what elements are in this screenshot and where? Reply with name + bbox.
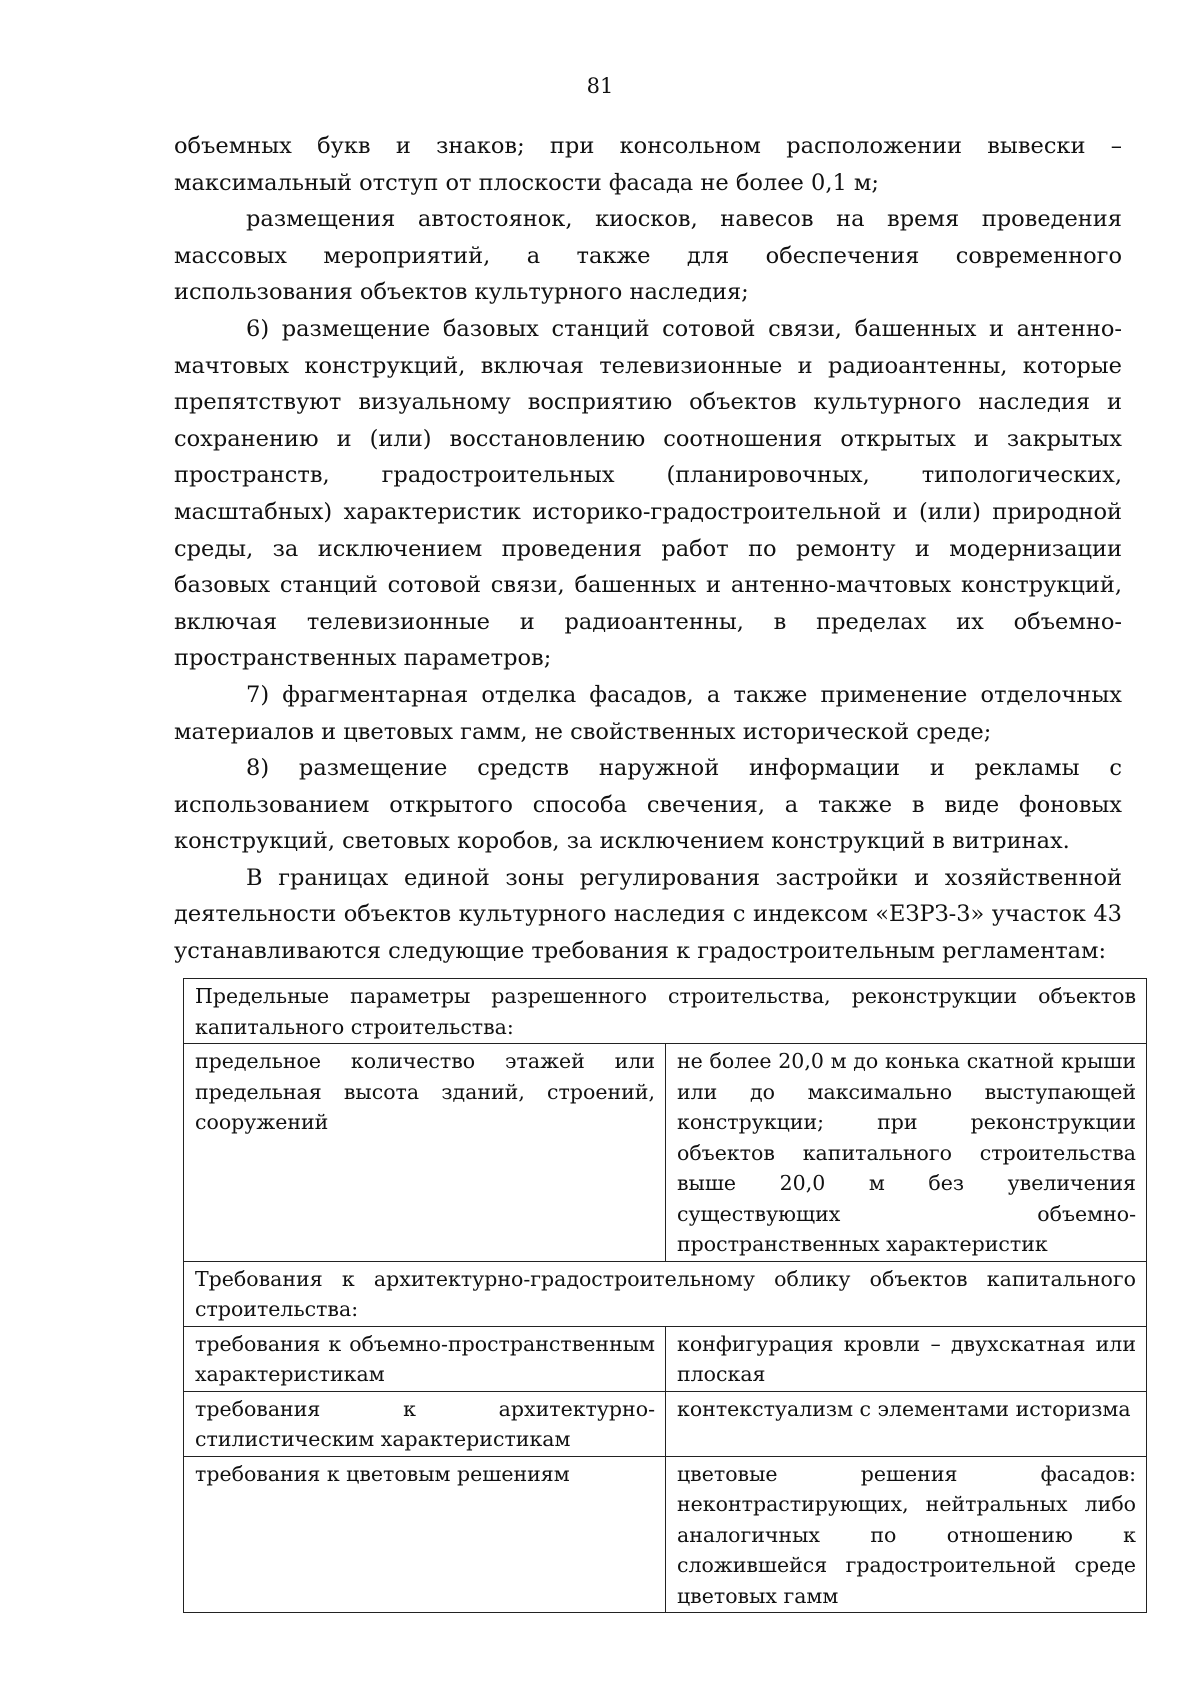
page-number: 81 (586, 74, 614, 98)
row-label-colors: требования к цветовым решениям (184, 1456, 666, 1613)
paragraph-item-7: 7) фрагментарная отделка фасадов, а также применение отделочных материалов и цветовых гамм, не свойственных исторической среде; (174, 681, 1122, 745)
regulations-table (183, 978, 1147, 1613)
row-value-colors: цветовые решения фасадов: неконтрастирующих, нейтральных либо аналогичных по отношению к сложившейся градостроительной среде цветовых гамм (666, 1456, 1147, 1613)
row-value-style: контекстуализм с элементами историзма (666, 1391, 1147, 1456)
table-section-header-row (184, 1261, 1147, 1326)
paragraph-zone-intro: В границах единой зоны регулирования застройки и хозяйственной деятельности объектов культурного наследия с индексом «ЕЗРЗ-3» участок 43 устанавливаются следующие требования к градостроительным регламентам: (174, 864, 1122, 965)
table-row (184, 1326, 1147, 1391)
row-label-volume: требования к объемно-пространственным характеристикам (184, 1326, 666, 1391)
paragraph-item-8: 8) размещение средств наружной информации и рекламы с использованием открытого способа свечения, а также в виде фоновых конструкций, световых коробов, за исключением конструкций в витринах. (174, 755, 1122, 855)
table-row (184, 1391, 1147, 1456)
section-header-limits: Предельные параметры разрешенного строительства, реконструкции объектов капитального строительства: (184, 979, 1147, 1044)
paragraph-continuation: объемных букв и знаков; при консольном расположении вывески – максимальный отступ от плоскости фасада не более 0,1 м; (174, 133, 1122, 196)
row-value-height: не более 20,0 м до конька скатной крыши или до максимально выступающей конструкции; при реконструкции объектов капитального строительства выше 20,0 м без увеличения существующих объемно-пространственных характеристик (666, 1044, 1147, 1262)
row-label-style: требования к архитектурно-стилистическим характеристикам (184, 1391, 666, 1456)
table-section-header-row (184, 979, 1147, 1044)
row-label-height: предельное количество этажей или предельная высота зданий, строений, сооружений (184, 1044, 666, 1262)
table-row (184, 1456, 1147, 1613)
paragraph-item-6: 6) размещение базовых станций сотовой связи, башенных и антенно-мачтовых конструкций, включая телевизионные и радиоантенны, которые препятствуют визуальному восприятию объектов культурного наследия и сохранению и (или) восстановлению соотношения открытых и закрытых пространств, градостроительных (планировочных, типологических, масштабных) характеристик историко-градостроительной и (или) природной среды, за исключением проведения работ по ремонту и модернизации базовых станций сотовой связи, башенных и антенно-мачтовых конструкций, включая телевизионные и радиоантенны, в пределах их объемно-пространственных параметров; (174, 315, 1122, 672)
paragraph-parking: размещения автостоянок, киосков, навесов на время проведения массовых мероприятий, а также для обеспечения современного использования объектов культурного наследия; (174, 206, 1122, 306)
document-body (174, 128, 1122, 970)
table-row (184, 1044, 1147, 1262)
row-value-volume: конфигурация кровли – двухскатная или плоская (666, 1326, 1147, 1391)
section-header-appearance: Требования к архитектурно-градостроительному облику объектов капитального строительства: (184, 1261, 1147, 1326)
